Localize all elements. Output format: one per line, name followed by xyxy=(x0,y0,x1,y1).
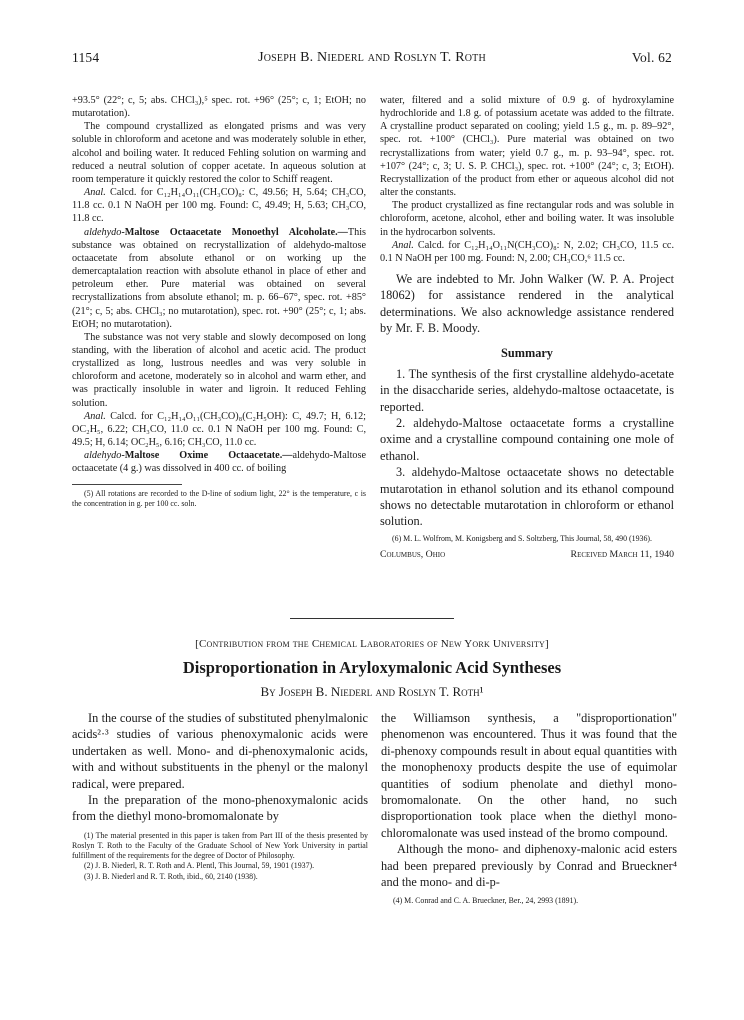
volume-label: Vol. 62 xyxy=(631,50,672,65)
summary-item: 2. aldehydo-Maltose octaacetate forms a crystalline oxime and a crystalline compound containing one mole of ethanol. xyxy=(380,416,674,463)
footnote: (3) J. B. Niederl and R. T. Roth, ibid., 60, 2140 (1938). xyxy=(84,871,258,881)
footnote-rule xyxy=(72,484,182,485)
analysis-paragraph xyxy=(380,239,674,265)
section-heading-italic: aldehydo xyxy=(84,226,122,238)
analysis-text: Calcd. for C₁₂H₁₄O₁₁(CH₃CO)₈(C₂H₅OH): C, 49.7; H, 6.12; OC₂H₅, 6.22; CH₃CO, 11.0 cc. 0.1 N NaOH per 100 mg. Found: C, 49.5; H, 6.14; OC₂H₅, 6.16; CH₃CO, 11.0 cc. xyxy=(72,410,366,449)
column-lower-left xyxy=(72,710,368,882)
footnote: (1) The material presented in this paper is taken from Part III of the thesis presented by Roslyn T. Roth to the Faculty of the Graduate School of New York University in partial fulfillment of the requirements for the degree of Doctor of Philosophy. xyxy=(72,830,368,861)
section-heading: -Maltose Octaacetate Monoethyl Alcoholate.— xyxy=(121,226,348,238)
running-head: Joseph B. Niederl and Roslyn T. Roth xyxy=(258,50,486,65)
summary-item: 3. aldehydo-Maltose octaacetate shows no detectable mutarotation in ethanol solution and its ethanol compound shows no detectable mutarotation in chloroform or ethanol solution. xyxy=(380,465,674,529)
analysis-paragraph xyxy=(72,186,366,225)
footnote: (4) M. Conrad and C. A. Brueckner, Ber., 24, 2993 (1891). xyxy=(393,896,579,906)
received-line xyxy=(380,548,674,561)
anal-label: Anal. xyxy=(392,239,414,251)
section-heading-italic: aldehydo xyxy=(84,450,122,462)
article-title: Disproportionation in Aryloxymalonic Acid Syntheses xyxy=(182,658,562,677)
section-paragraph xyxy=(72,226,366,331)
column-lower-right xyxy=(381,710,677,907)
page-number: 1154 xyxy=(72,50,100,65)
paragraph: Although the mono- and diphenoxy-malonic acid esters had been prepared previously by Conrad and Brueckner⁴ and the mono- and di-p- xyxy=(381,842,677,890)
contribution-line: [Contribution from the Chemical Laboratories of New York University] xyxy=(195,638,549,650)
paragraph: The compound crystallized as elongated prisms and was very soluble in chloroform and acetone and was moderately soluble in ether, alcohol and boiling water. It reduced Fehling solution on warming and reduced a neutral solution of copper acetate. In aqueous solution at room temperature it quickly restored the color to Schiff reagent. xyxy=(72,121,366,185)
paragraph: water, filtered and a solid mixture of 0.9 g. of hydroxylamine hydrochloride and 1.8 g. of potassium acetate was added to the filtrate. A crystalline product separated on cooling; yield 1.5 g., m. p. 89–92°, spec. rot. +100° (CHCl₃). Pure material was obtained on two recrystallizations from water; yield 0.7 g., m. p. 93–94°, spec. rot. +107° (24°; c, 3; U. S. P. CHCl₃), spec. rot. +100° (24°; c, 3; EtOH). Recrystallization of the product from ether or aqueous alcohol did not alter the constants. xyxy=(380,95,674,199)
paragraph: the Williamson synthesis, a "disproportionation" phenomenon was encountered. Thus it was found that the di-phenoxy compounds result in about equal quantities with the monophenoxy products despite the use of equimolar quantities of sodium phenolate and diethyl mono-bromomalonate. On the other hand, no such disproportionation took place when the diethyl mono-chloromalonate was used instead of the bromo compound. xyxy=(381,711,677,840)
article-divider xyxy=(290,618,454,619)
paragraph: In the preparation of the mono-phenoxymalonic acids from the diethyl mono-bromomalonate by xyxy=(72,793,368,824)
page-header xyxy=(72,50,672,70)
analysis-text: Calcd. for C₁₂H₁₄O₁₁(CH₃CO)₈: C, 49.56; H, 5.64; CH₃CO, 11.8 cc. 0.1 N NaOH per 100 mg. Found: C, 49.49; H, 5.63; CH₃CO, 11.8 cc. xyxy=(72,187,366,225)
anal-label: Anal. xyxy=(84,187,106,199)
footnote: (2) J. B. Niederl, R. T. Roth and A. Plentl, This Journal, 59, 1901 (1937). xyxy=(84,861,315,871)
summary-heading: Summary xyxy=(501,345,553,360)
column-upper-right xyxy=(380,94,674,561)
received-date: Received March 11, 1940 xyxy=(570,549,674,561)
byline: By Joseph B. Niederl and Roslyn T. Roth¹ xyxy=(260,684,484,699)
column-upper-left xyxy=(72,94,366,509)
paragraph: The substance was not very stable and slowly decomposed on long standing, with the liberation of alcohol and acetic acid. The product crystallized as long, lustrous needles and was very soluble in chloroform and acetone, moderately so in alcohol and warm ether, and was practically insoluble in water and ligroin. It reduced Fehling solution. xyxy=(72,331,366,409)
section-heading: -Maltose Oxime Octaacetate.— xyxy=(121,450,293,462)
anal-label: Anal. xyxy=(84,410,106,422)
acknowledgment: We are indebted to Mr. John Walker (W. P. A. Project 18062) for assistance rendered in the analytical determinations. We also acknowledge assistance rendered by Mr. F. B. Moody. xyxy=(380,272,674,336)
summary-item: 1. The synthesis of the first crystalline aldehydo-acetate in the disaccharide series, aldehydo-maltose octaacetate, is reported. xyxy=(380,366,674,414)
footnote: (5) All rotations are recorded to the D-line of sodium light, 22° is the temperature, c is the concentration in g. per 100 cc. soln. xyxy=(72,488,366,508)
paragraph: +93.5° (22°; c, 5; abs. CHCl₃),⁵ spec. rot. +96° (25°; c, 1; EtOH; no mutarotation). xyxy=(72,95,366,120)
analysis-text: Calcd. for C₁₂H₁₄O₁₁N(CH₃CO)₈: N, 2.02; CH₃CO, 11.5 cc. 0.1 N NaOH per 100 mg. Found: N, 2.00; CH₃CO,⁶ 11.5 cc. xyxy=(380,239,674,264)
analysis-paragraph xyxy=(72,410,366,449)
paragraph: In the course of the studies of substituted phenylmalonic acids²·³ studies of various phenoxymalonic acids were undertaken as well. Mono- and di-phenoxymalonic acids, with and without substituents in the phenyl or the malonyl radical, were prepared. xyxy=(72,711,368,791)
section-paragraph xyxy=(72,449,366,475)
footnote: (6) M. L. Wolfrom, M. Konigsberg and S. Soltzberg, This Journal, 58, 490 (1936). xyxy=(392,533,653,543)
section-text: This substance was obtained on recrystallization of aldehydo-maltose octaacetate from absolute ethanol or on working up the demercaptalation reaction with absolute ethanol in place of ether and petroleum ether. Pure material was obtained on several recrystallizations from absolute ethanol; m. p. 66–67°, spec. rot. +85° (21°; c, 5; abs. CHCl₃; no mutarotation), spec. rot. +90° (25°; c, 1; abs. EtOH; no mutarotation). xyxy=(72,226,366,330)
place: Columbus, Ohio xyxy=(380,549,446,561)
section-text: aldehydo-Maltose octaacetate (4 g.) was dissolved in 400 cc. of boiling xyxy=(72,450,366,475)
paragraph: The product crystallized as fine rectangular rods and was soluble in chloroform, acetone, alcohol, ether and boiling water. It was insoluble in the hydrocarbon solvents. xyxy=(380,200,674,238)
